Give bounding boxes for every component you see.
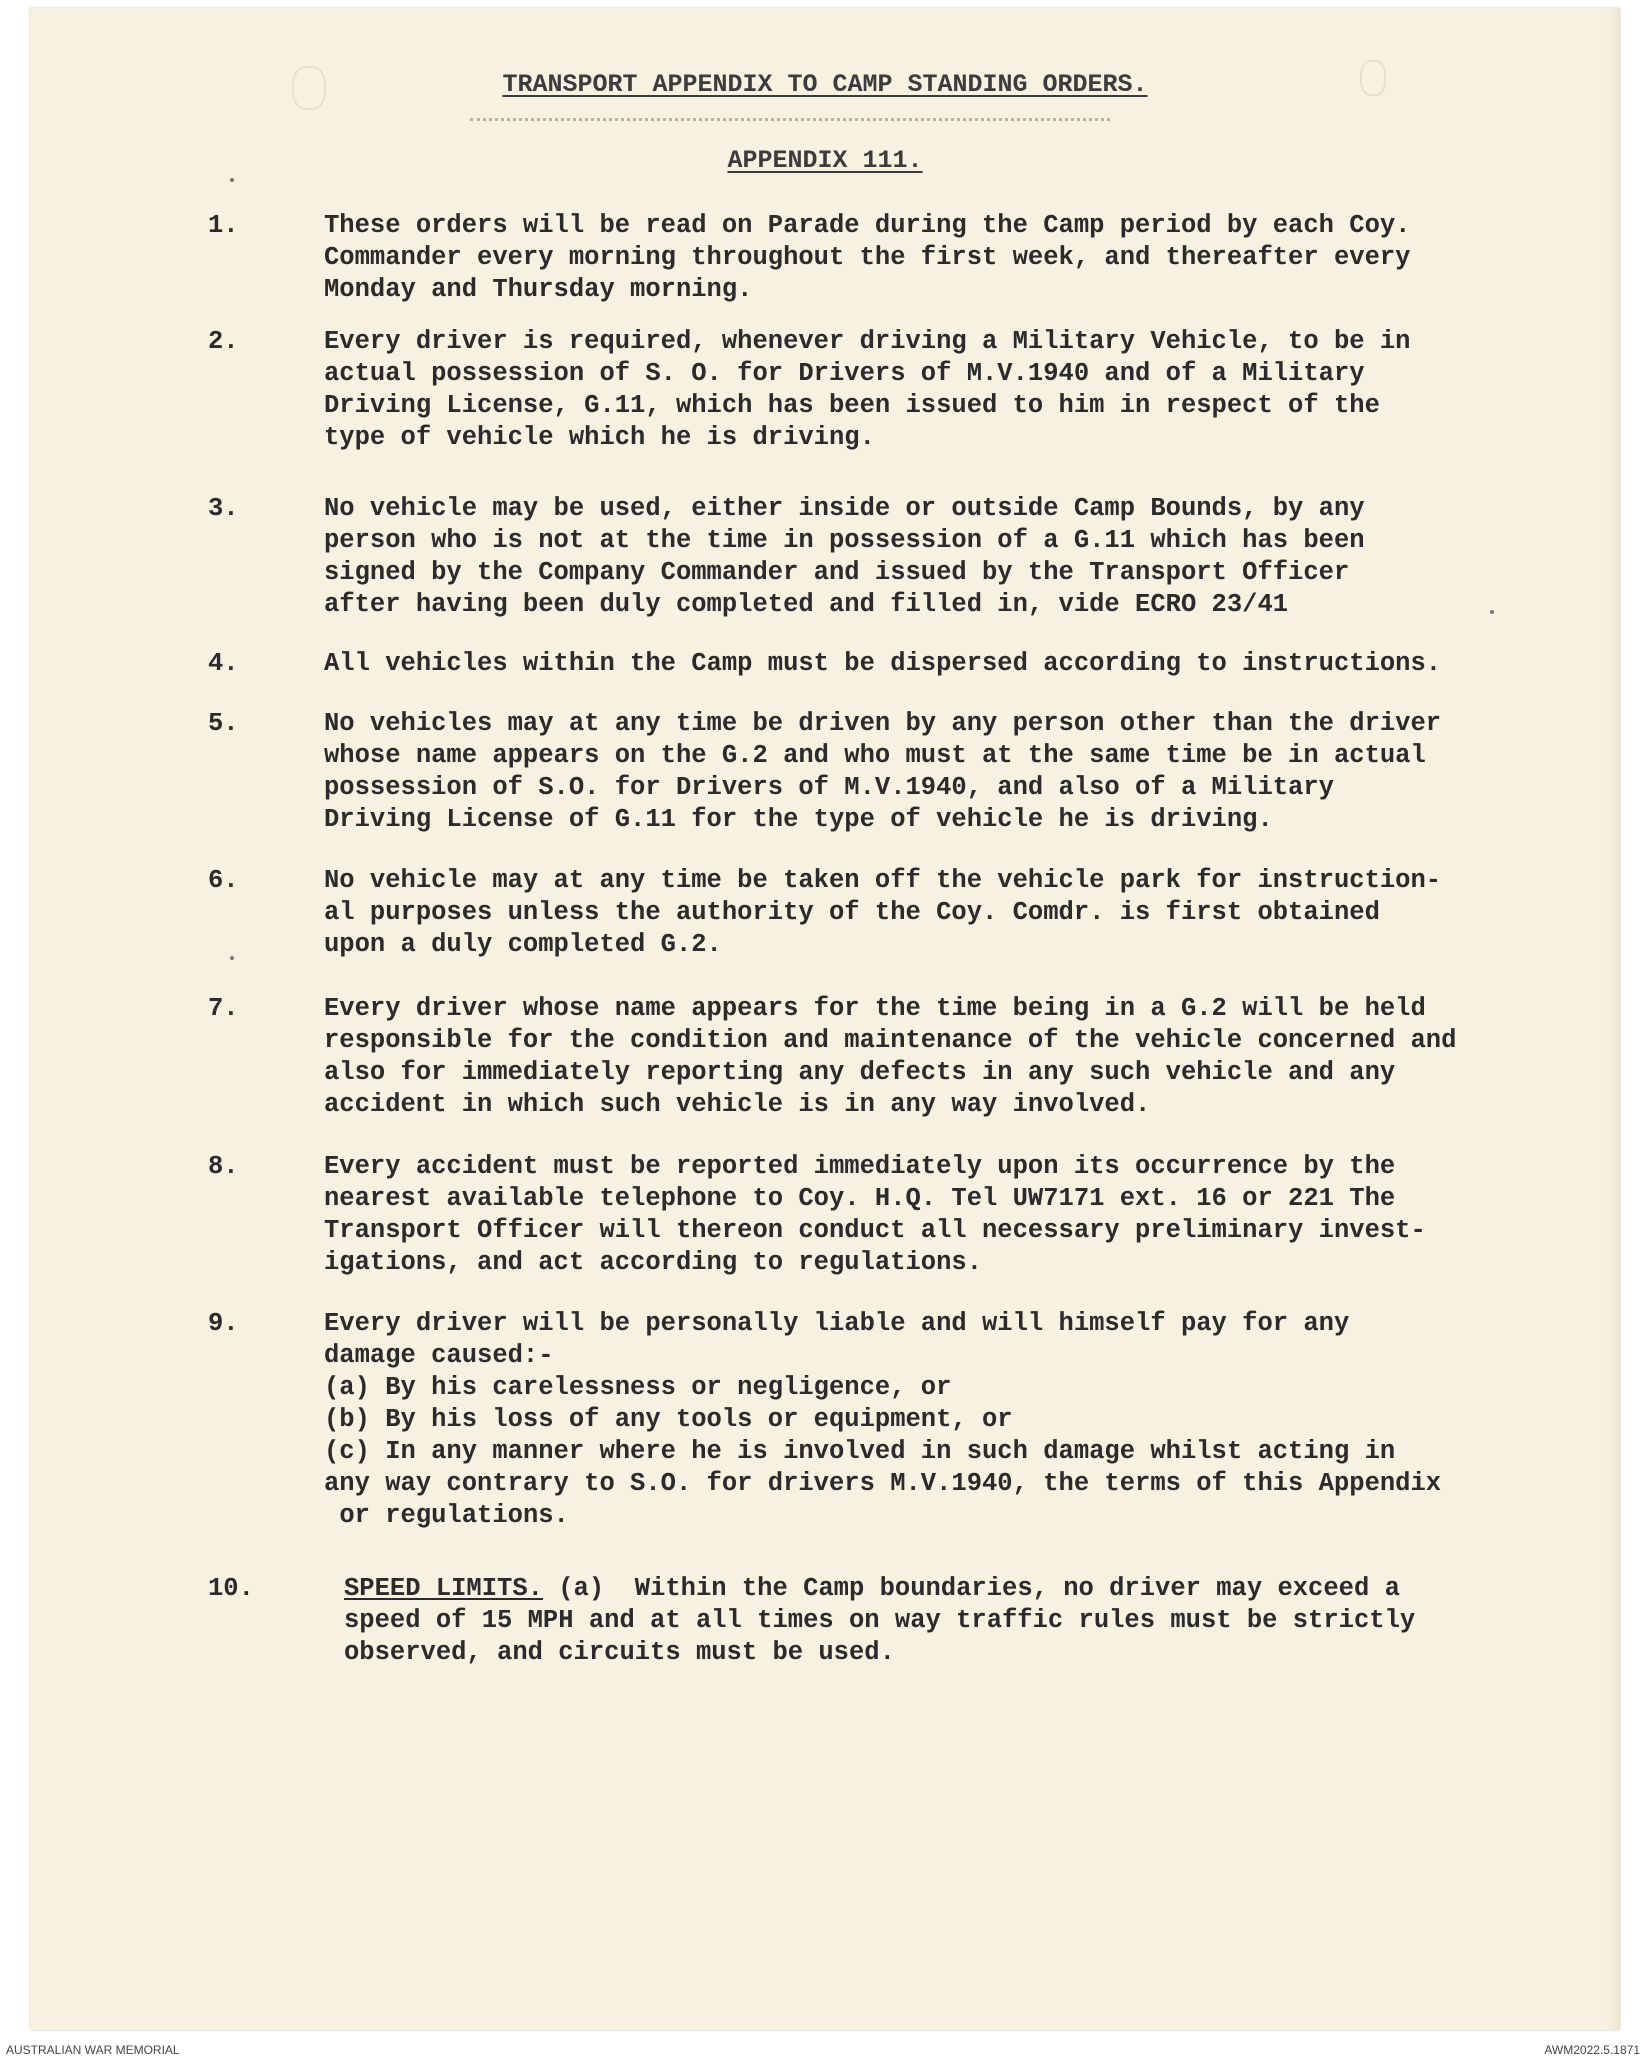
order-number: 9. — [208, 1309, 239, 1338]
order-text: Every driver will be personally liable and will himself pay for any damage caused:- (a) By his carelessness or negligence, or (b) By his loss of any tools or equipment, or (c) In any manner where he is involved in such damage whilst acting in any way contrary to S.O. for drivers M.V.1940, the terms of this Appendix or regulations. — [324, 1309, 1442, 1530]
order-item-7 — [208, 993, 1588, 1121]
order-item-2 — [208, 326, 1588, 454]
document-title: TRANSPORT APPENDIX TO CAMP STANDING ORDERS. — [502, 70, 1148, 99]
document-subtitle: APPENDIX 111. — [727, 146, 923, 175]
order-number: 7. — [208, 994, 239, 1023]
order-text: No vehicle may at any time be taken off the vehicle park for instruction- al purposes unless the authority of the Coy. Comdr. is first obtained upon a duly completed G.2. — [324, 866, 1442, 959]
order-item-5 — [208, 708, 1588, 836]
order-number: 5. — [208, 709, 239, 738]
speed-limits-text: (a) Within the Camp boundaries, no driver may exceed a speed of 15 MPH and at all times on way traffic rules must be strictly observed, and circuits must be used. — [344, 1574, 1416, 1667]
title-dotted-line — [470, 118, 1110, 124]
order-text: Every accident must be reported immediately upon its occurrence by the nearest available telephone to Coy. H.Q. Tel UW7171 ext. 16 or 221 The Transport Officer will thereon conduct all necessary preliminary invest- igations, and act according to regulations. — [324, 1152, 1426, 1277]
footer-institution: AUSTRALIAN WAR MEMORIAL — [6, 2043, 180, 2057]
order-text — [344, 1573, 1588, 1669]
order-item-1 — [208, 210, 1588, 306]
order-item-3 — [208, 493, 1588, 621]
order-text: These orders will be read on Parade during the Camp period by each Coy. Commander every morning throughout the first week, and thereafter every Monday and Thursday morning. — [324, 211, 1411, 304]
order-text: No vehicles may at any time be driven by any person other than the driver whose name appears on the G.2 and who must at the same time be in actual possession of S.O. for Drivers of M.V.1940, and also of a Military Driving License of G.11 for the type of vehicle he is driving. — [324, 709, 1442, 834]
order-item-8 — [208, 1151, 1588, 1279]
order-text: No vehicle may be used, either inside or outside Camp Bounds, by any person who is not at the time in possession of a G.11 which has been signed by the Company Commander and issued by the Transport Officer after having been duly completed and filled in, vide ECRO 23/41 — [324, 494, 1365, 619]
order-number: 8. — [208, 1152, 239, 1181]
order-number: 1. — [208, 211, 239, 240]
order-number: 6. — [208, 866, 239, 895]
order-text: Every driver whose name appears for the time being in a G.2 will be held responsible for the condition and maintenance of the vehicle concerned and also for immediately reporting any defects in any such vehicle and any accident in which such vehicle is in any way involved. — [324, 994, 1457, 1119]
order-item-9 — [208, 1308, 1588, 1532]
order-item-6 — [208, 865, 1588, 961]
footer-catalogue-number: AWM2022.5.1871 — [1544, 2043, 1640, 2057]
ink-speck — [230, 178, 234, 182]
document-sheet — [30, 8, 1620, 2030]
speed-limits-heading: SPEED LIMITS. — [344, 1574, 543, 1603]
order-text: All vehicles within the Camp must be dispersed according to instructions. — [324, 649, 1442, 678]
order-number: 2. — [208, 327, 239, 356]
order-number: 10. — [208, 1574, 254, 1603]
sheet-edge — [1606, 8, 1620, 2030]
order-item-4 — [208, 648, 1588, 680]
order-item-10 — [208, 1573, 1588, 1669]
order-text: Every driver is required, whenever driving a Military Vehicle, to be in actual possession of S. O. for Drivers of M.V.1940 and of a Military Driving License, G.11, which has been issued to him in respect of the type of vehicle which he is driving. — [324, 327, 1411, 452]
order-number: 4. — [208, 649, 239, 678]
order-number: 3. — [208, 494, 239, 523]
